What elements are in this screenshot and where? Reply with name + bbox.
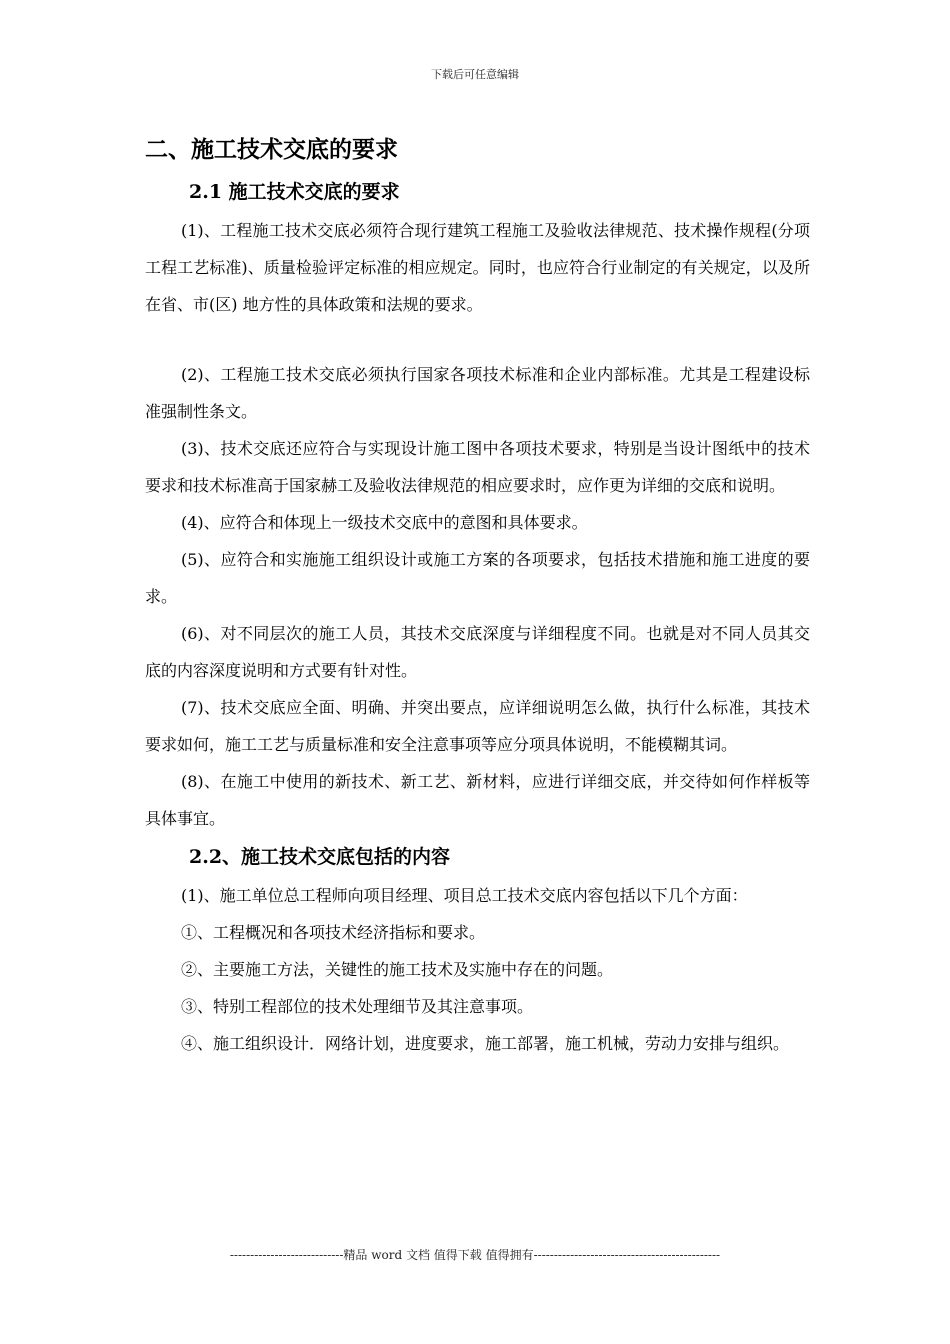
- paragraph-2-2-item-1: (1)、施工单位总工程师向项目经理、项目总工技术交底内容包括以下几个方面：: [181, 886, 748, 905]
- paragraph-2-1-item-2: (2)、工程施工技术交底必须执行国家各项技术标准和企业内部标准。尤其是工程建设标准强制性条文。: [145, 365, 810, 421]
- page-header-note: 下载后可任意编辑: [431, 68, 519, 81]
- document-body: [145, 128, 810, 1062]
- paragraph-2-2-point-1: ①、工程概况和各项技术经济指标和要求。: [181, 923, 486, 942]
- paragraph-2-2-point-4: ④、施工组织设计．网络计划，进度要求，施工部署，施工机械，劳动力安排与组织。: [181, 1034, 790, 1053]
- paragraph-2-1-item-4: (4)、应符合和体现上一级技术交底中的意图和具体要求。: [181, 513, 588, 532]
- paragraph-2-1-item-1: (1)、工程施工技术交底必须符合现行建筑工程施工及验收法律规范、技术操作规程(分项工程工艺标准)、质量检验评定标准的相应规定。同时，也应符合行业制定的有关规定，以及所在省、市(区) 地方性的具体政策和法规的要求。: [145, 221, 810, 314]
- main-heading: 二、施工技术交底的要求: [145, 137, 398, 163]
- paragraph-2-1-item-7: (7)、技术交底应全面、明确、并突出要点，应详细说明怎么做，执行什么标准，其技术要求如何，施工工艺与质量标准和安全注意事项等应分项具体说明，不能模糊其词。: [145, 698, 810, 754]
- page-footer: ----------------------------精品 word 文档 值得下载 值得拥有----------------------------------------------: [229, 1248, 721, 1262]
- section-heading-2-1: 2.1 施工技术交底的要求: [189, 181, 400, 203]
- paragraph-2-2-point-3: ③、特别工程部位的技术处理细节及其注意事项。: [181, 997, 534, 1016]
- paragraph-2-1-item-6: (6)、对不同层次的施工人员，其技术交底深度与详细程度不同。也就是对不同人员其交底的内容深度说明和方式要有针对性。: [145, 624, 810, 680]
- paragraph-2-2-point-2: ②、主要施工方法，关键性的施工技术及实施中存在的问题。: [181, 960, 614, 979]
- paragraph-2-1-item-5: (5)、应符合和实施施工组织设计或施工方案的各项要求，包括技术措施和施工进度的要求。: [145, 550, 810, 606]
- paragraph-2-1-item-8: (8)、在施工中使用的新技术、新工艺、新材料，应进行详细交底，并交待如何作样板等具体事宜。: [145, 772, 810, 828]
- section-heading-2-2: 2.2、施工技术交底包括的内容: [189, 846, 451, 868]
- paragraph-2-1-item-3: (3)、技术交底还应符合与实现设计施工图中各项技术要求，特别是当设计图纸中的技术要求和技术标准高于国家赫工及验收法律规范的相应要求时，应作更为详细的交底和说明。: [145, 439, 810, 495]
